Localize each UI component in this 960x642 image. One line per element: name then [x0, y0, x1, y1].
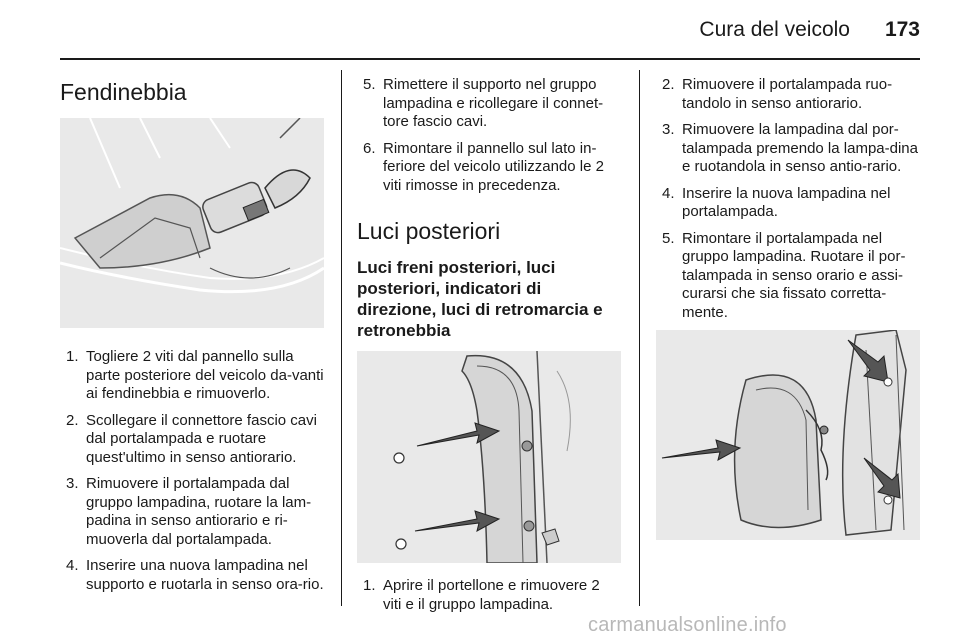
list-item	[60, 348, 324, 404]
subsection-title: Luci freni posteriori, luci posteriori, indicatori di direzione, luci di retromarcia e retronebbia	[357, 258, 603, 340]
header-rule	[60, 58, 920, 60]
step-text: Inserire la nuova lampadina nel portalampada.	[682, 184, 891, 220]
section-title-fendinebbia: Fendinebbia	[60, 79, 187, 105]
step-text: Rimuovere il portalampada ruo-tandolo in senso antiorario.	[682, 76, 893, 112]
column-divider-1	[341, 70, 342, 606]
tail-lamp-steps-start	[357, 577, 621, 614]
lamp-holder-drawing	[656, 330, 920, 540]
step-text: Rimettere il supporto nel gruppo lampadina e ricollegare il connet-tore fascio cavi.	[383, 76, 604, 130]
fog-lamp-steps-continued	[357, 76, 621, 195]
step-number: 3.	[662, 121, 675, 138]
fog-lamp-illustration	[60, 118, 324, 328]
step-text: Aprire il portellone e rimuovere 2 viti e il gruppo lampadina.	[383, 577, 600, 613]
list-item	[656, 121, 920, 177]
list-item	[60, 412, 324, 468]
step-number: 2.	[66, 411, 79, 429]
step-text: Rimontare il pannello sul lato in-feriore del veicolo utilizzando le 2 viti rimosse in precedenza.	[383, 139, 604, 194]
step-text: Rimuovere il portalampada dal gruppo lampadina, ruotare la lam-padina in senso antiorario e ri-muoverla dal portalampada.	[86, 475, 312, 548]
column-divider-2	[639, 70, 640, 606]
lamp-holder-illustration	[656, 330, 920, 540]
header-title: Cura del veicolo	[699, 18, 850, 41]
step-number: 3.	[66, 475, 79, 492]
list-item	[357, 140, 621, 196]
watermark: carmanualsonline.info	[588, 614, 787, 636]
tail-lamp-drawing	[357, 351, 621, 563]
step-number: 1.	[363, 577, 376, 594]
step-text: Scollegare il connettore fascio cavi dal portalampada e ruotare quest'ultimo in senso antiorario.	[86, 411, 317, 466]
step-text: Togliere 2 viti dal pannello sulla parte posteriore del veicolo da-vanti ai fendinebbia e rimuoverlo.	[86, 348, 324, 402]
page-number: 173	[884, 18, 920, 41]
step-number: 5.	[662, 229, 675, 247]
step-number: 4.	[662, 184, 675, 202]
step-number: 2.	[662, 76, 675, 93]
step-text: Rimuovere la lampadina dal por-talampada premendo la lampa-dina e ruotandola in senso antio-rario.	[682, 121, 918, 175]
step-text: Rimontare il portalampada nel gruppo lampadina. Ruotare il por-talampada in senso orario e assi-curarsi che sia fissato corretta-mente.	[682, 229, 906, 321]
column-2	[357, 72, 621, 622]
step-number: 5.	[363, 76, 376, 93]
list-item	[60, 475, 324, 549]
list-item	[656, 76, 920, 113]
tail-lamp-illustration	[357, 351, 621, 563]
fog-lamp-steps	[60, 348, 324, 594]
column-3	[656, 72, 920, 540]
list-item	[60, 557, 324, 594]
step-number: 4.	[66, 557, 79, 574]
step-text: Inserire una nuova lampadina nel supporto e ruotarla in senso ora-rio.	[86, 557, 324, 593]
list-item	[357, 76, 621, 132]
list-item	[656, 185, 920, 222]
tail-lamp-steps	[656, 76, 920, 322]
list-item	[357, 577, 621, 614]
step-number: 1.	[66, 348, 79, 365]
column-1	[60, 72, 324, 602]
section-title-luci-posteriori: Luci posteriori	[357, 218, 501, 244]
list-item	[656, 230, 920, 323]
fog-lamp-drawing	[60, 118, 324, 328]
step-number: 6.	[363, 139, 376, 157]
